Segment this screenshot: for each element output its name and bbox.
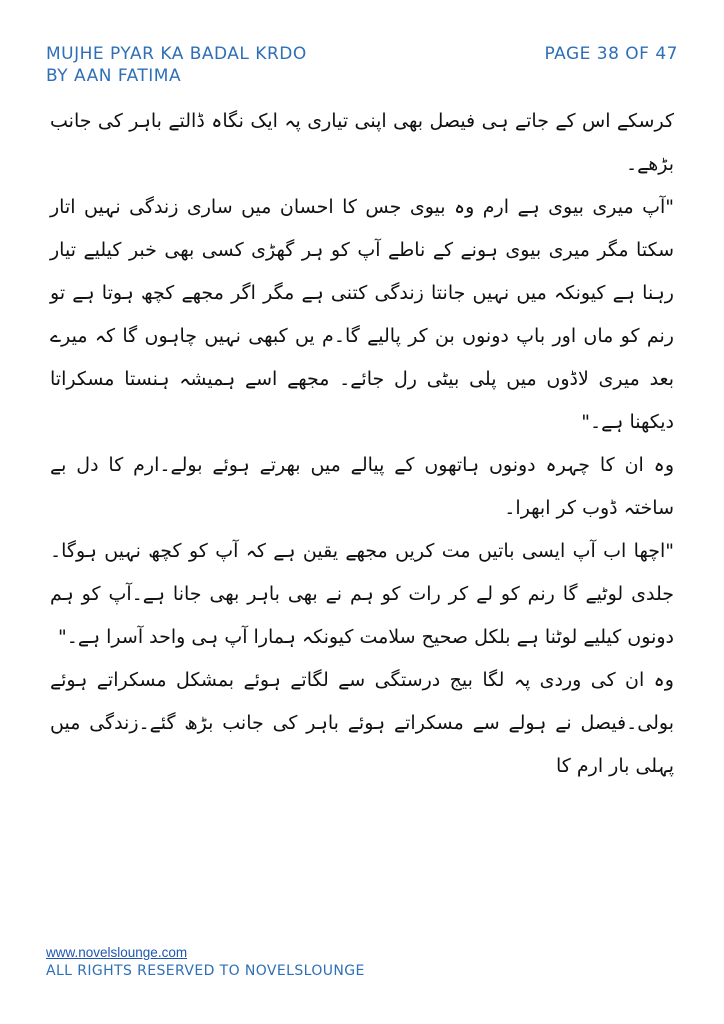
author-line: BY AAN FATIMA bbox=[46, 66, 182, 86]
paragraph: وہ ان کی وردی پہ لگا بیج درستگی سے لگاتے ہوئے بمشکل مسکراتے ہوئے بولی۔فیصل نے ہولے سے مسکراتے ہوئے باہر کی جانب بڑھ گئے۔زندگی میں پہلی بار ارم کا bbox=[50, 669, 674, 777]
paragraph: کرسکے اس کے جاتے ہی فیصل بھی اپنی تیاری پہ ایک نگاہ ڈالتے باہر کی جانب بڑھے۔ bbox=[50, 110, 674, 175]
story-text bbox=[50, 100, 674, 788]
page-footer bbox=[46, 944, 365, 981]
paragraph: "اچھا اب آپ ایسی باتیں مت کریں مجھے یقین ہے کہ آپ کو کچھ نہیں ہوگا۔جلدی لوٹیے گا رنم کو لے کر رات کو ہم نے بھی باہر بھی جانا ہے۔آپ کو ہم دونوں کیلیے لوٹنا ہے بلکل صحیح سلامت کیونکہ ہمارا آپ ہی واحد آسرا ہے۔" bbox=[50, 540, 674, 648]
page-header bbox=[46, 44, 678, 94]
website-link[interactable]: www.novelslounge.com bbox=[46, 945, 188, 960]
paragraph: "آپ میری بیوی ہے ارم وہ بیوی جس کا احسان میں ساری زندگی نہیں اتار سکتا مگر میری بیوی ہونے کے ناطے آپ کو ہر گھڑی کسی بھی خبر کیلیے تیار رہنا ہے کیونکہ میں نہیں جانتا زندگی کتنی ہے مگر اگر مجھے کچھ ہوتا ہے تو رنم کو ماں اور باپ دونوں بن کر پالیے گا۔م یں کبھی نہیں چاہوں گا کہ میرے بعد میری لاڈوں میں پلی بیٹی رل جائے۔ مجھے اسے ہمیشہ ہنستا مسکراتا دیکھنا ہے۔" bbox=[50, 196, 674, 433]
paragraph: وہ ان کا چہرہ دونوں ہاتھوں کے پیالے میں بھرتے ہوئے بولے۔ارم کا دل بے ساختہ ڈوب کر ابھرا۔ bbox=[50, 454, 674, 519]
rights-notice: ALL RIGHTS RESERVED TO NOVELSLOUNGE bbox=[46, 963, 365, 979]
page-number: PAGE 38 OF 47 bbox=[544, 44, 678, 64]
novel-title: MUJHE PYAR KA BADAL KRDO bbox=[46, 44, 307, 64]
